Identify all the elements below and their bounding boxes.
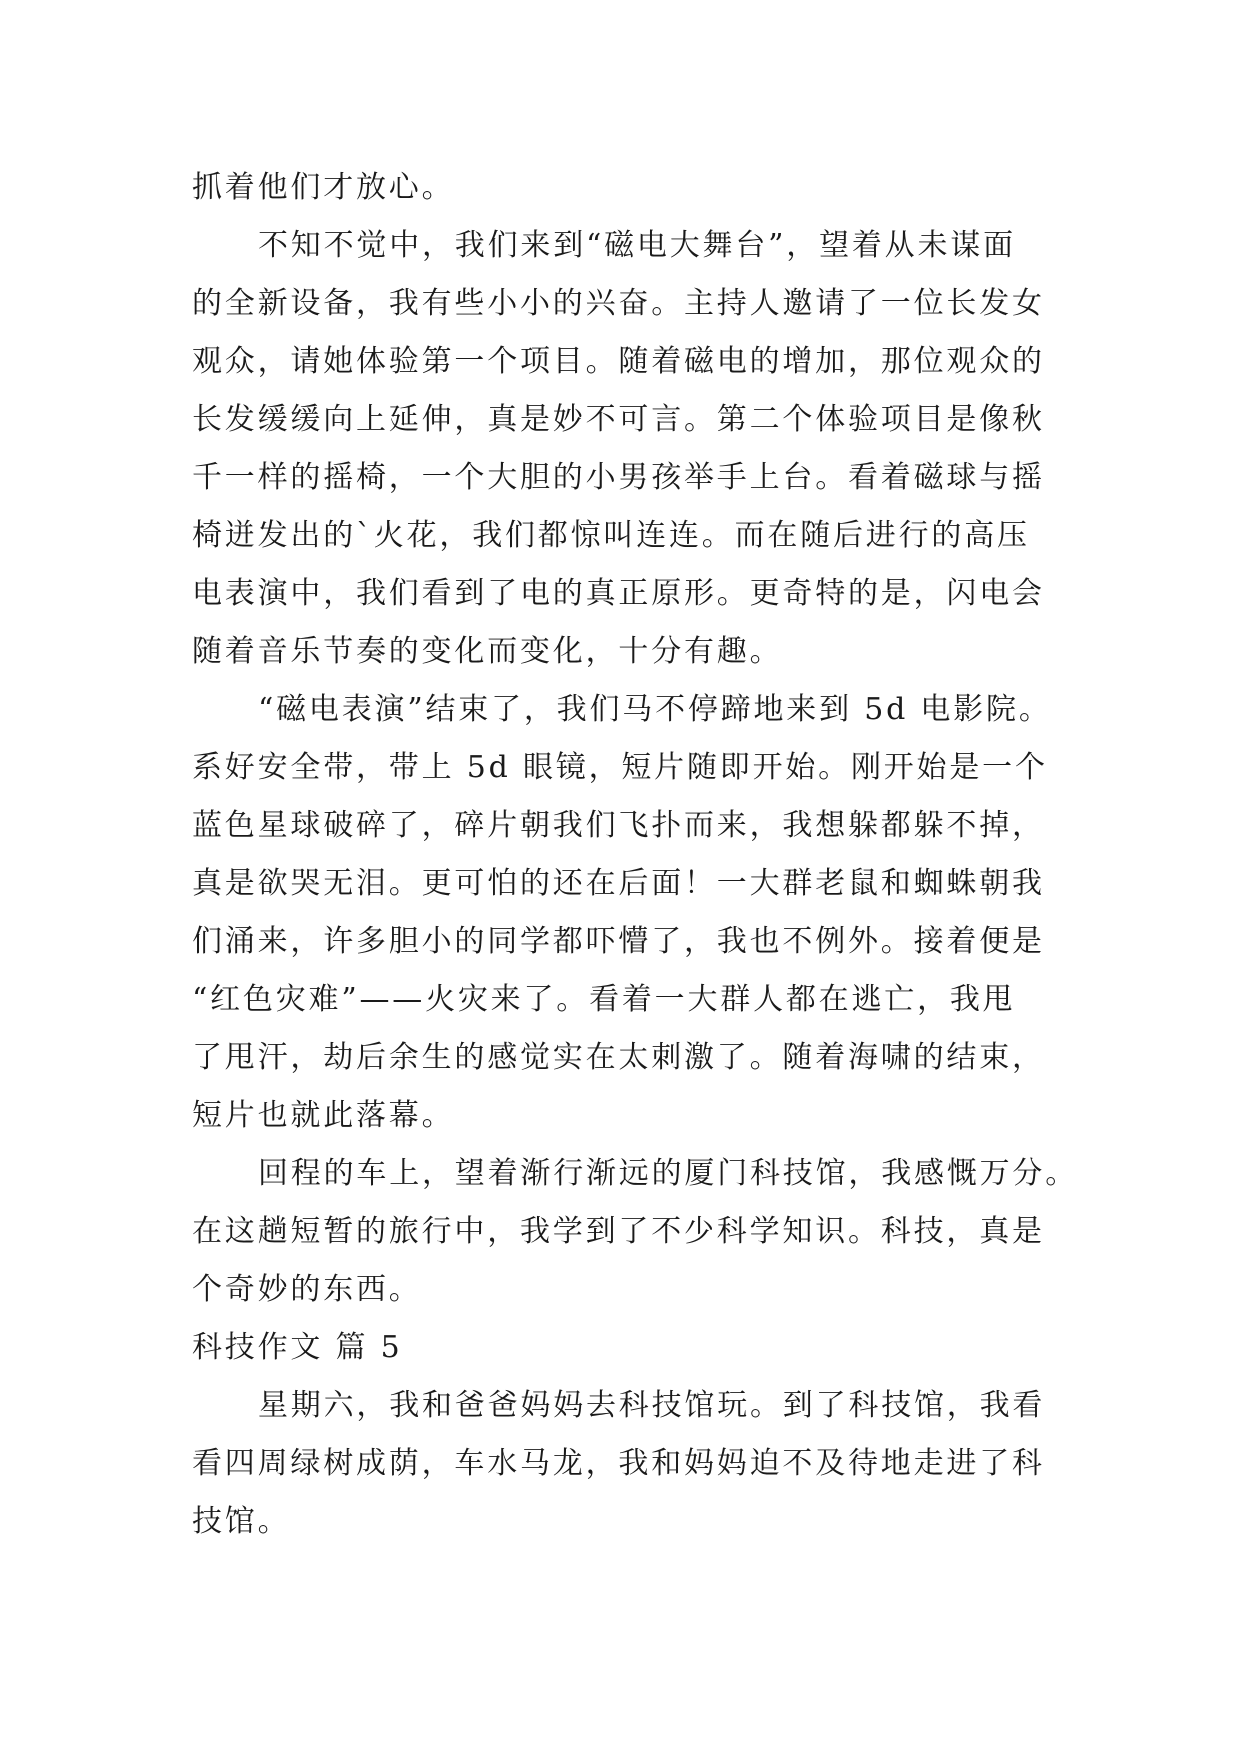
paragraph-line: 椅迸发出的`火花，我们都惊叫连连。而在随后进行的高压 — [192, 518, 1030, 553]
paragraph-line: 抓着他们才放心。 — [192, 170, 455, 205]
paragraph-line: 的全新设备，我有些小小的兴奋。主持人邀请了一位长发女 — [192, 286, 1045, 321]
paragraph-line: 蓝色星球破碎了，碎片朝我们飞扑而来，我想躲都躲不掉， — [192, 808, 1045, 843]
paragraph-line: 电表演中，我们看到了电的真正原形。更奇特的是，闪电会 — [192, 576, 1045, 611]
paragraph-line: 观众，请她体验第一个项目。随着磁电的增加，那位观众的 — [192, 344, 1045, 379]
paragraph-line: “磁电表演”结束了，我们马不停蹄地来到 5d 电影院。 — [258, 692, 1052, 727]
paragraph-line: 看四周绿树成荫，车水马龙，我和妈妈迫不及待地走进了科 — [192, 1446, 1045, 1481]
paragraph-line: 长发缓缓向上延伸，真是妙不可言。第二个体验项目是像秋 — [192, 402, 1045, 437]
paragraph-line: 个奇妙的东西。 — [192, 1272, 422, 1307]
paragraph-line: 了甩汗，劫后余生的感觉实在太刺激了。随着海啸的结束， — [192, 1040, 1045, 1075]
paragraph-line: 系好安全带，带上 5d 眼镜，短片随即开始。刚开始是一个 — [192, 750, 1048, 785]
paragraph-line: 在这趟短暂的旅行中，我学到了不少科学知识。科技，真是 — [192, 1214, 1045, 1249]
paragraph-line: 随着音乐节奏的变化而变化，十分有趣。 — [192, 634, 783, 669]
section-heading: 科技作文 篇 5 — [192, 1330, 403, 1365]
paragraph-line: 回程的车上，望着渐行渐远的厦门科技馆，我感慨万分。 — [258, 1156, 1078, 1191]
paragraph-line: 不知不觉中，我们来到“磁电大舞台”，望着从未谋面 — [258, 228, 1016, 263]
paragraph-line: 千一样的摇椅，一个大胆的小男孩举手上台。看着磁球与摇 — [192, 460, 1045, 495]
paragraph-line: 技馆。 — [192, 1504, 291, 1539]
paragraph-line: 们涌来，许多胆小的同学都吓懵了，我也不例外。接着便是 — [192, 924, 1045, 959]
paragraph-line: 星期六，我和爸爸妈妈去科技馆玩。到了科技馆，我看 — [258, 1388, 1046, 1423]
paragraph-line: 短片也就此落幕。 — [192, 1098, 455, 1133]
paragraph-line: “红色灾难”——火灾来了。看着一大群人都在逃亡，我甩 — [192, 982, 1016, 1017]
paragraph-line: 真是欲哭无泪。更可怕的还在后面！一大群老鼠和蜘蛛朝我 — [192, 866, 1045, 901]
